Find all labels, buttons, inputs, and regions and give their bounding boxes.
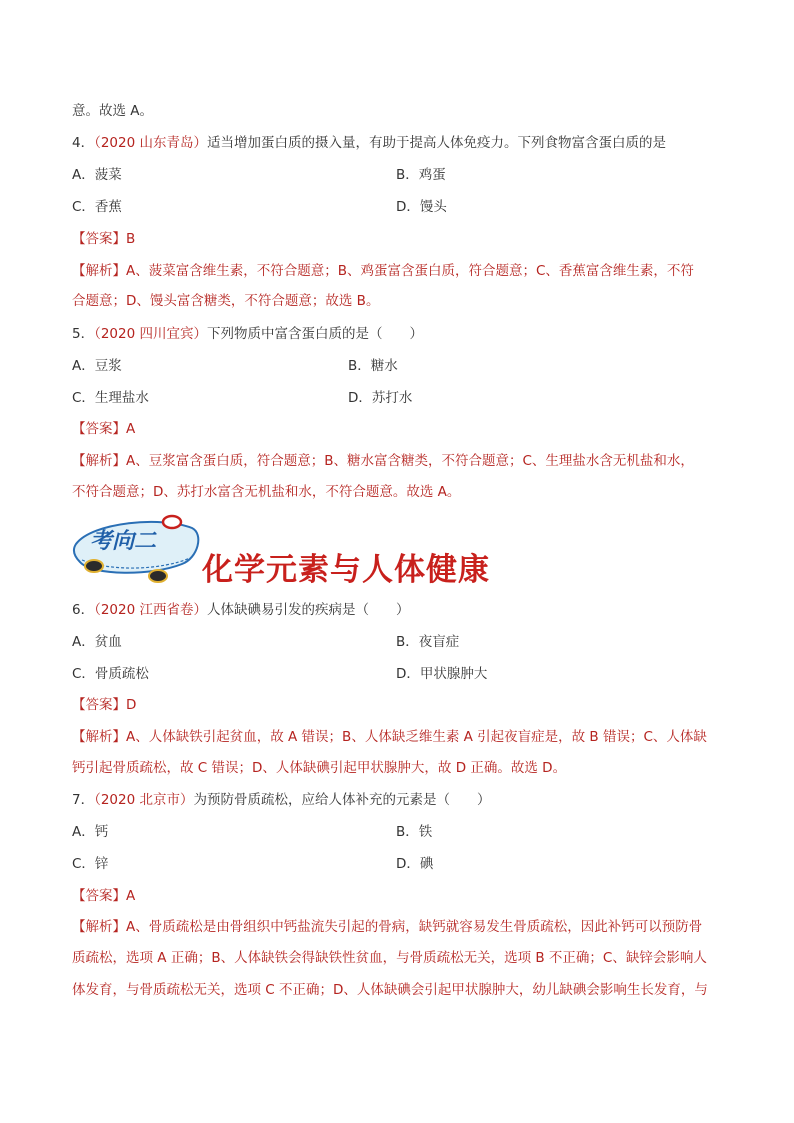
analysis-line: 钙引起骨质疏松，故 C 错误；D、人体缺碘引起甲状腺肿大，故 D 正确。故选 D。: [72, 760, 567, 776]
section-badge: 考向二: [90, 528, 157, 554]
question-4: [72, 133, 666, 153]
answer-value: A: [126, 888, 136, 904]
analysis-line: [72, 727, 707, 747]
analysis-line: 合题意；D、馒头富含糖类，不符合题意；故选 B。: [72, 293, 380, 309]
question-source: （2020 北京市）: [94, 792, 194, 808]
option-d: D．甲状腺肿大: [396, 666, 488, 682]
analysis-text: A、人体缺铁引起贫血，故 A 错误；B、人体缺乏维生素 A 引起夜盲症是，故 B 错误；C、人体缺: [126, 729, 707, 745]
question-source: （2020 四川宜宾）: [94, 326, 207, 342]
option-b: B．铁: [396, 824, 433, 840]
question-5: [72, 324, 423, 344]
option-b: B．糖水: [348, 358, 398, 374]
answer-tag: 【答案】: [72, 888, 126, 904]
option-b: B．鸡蛋: [396, 167, 446, 183]
analysis-tag: 【解析】: [72, 453, 126, 469]
analysis-text: A、豆浆富含蛋白质，符合题意；B、糖水富含糖类，不符合题意；C、生理盐水含无机盐和水，: [126, 453, 694, 469]
analysis-text: A、骨质疏松是由骨组织中钙盐流失引起的骨病，缺钙就容易发生骨质疏松，因此补钙可以预防骨: [126, 919, 703, 935]
section-title: 化学元素与人体健康: [202, 552, 490, 588]
option-d: D．碘: [396, 856, 434, 872]
text-line: [72, 101, 153, 121]
answer-tag: 【答案】: [72, 231, 126, 247]
question-text: 下列物质中富含蛋白质的是（ ）: [207, 326, 423, 342]
option-d: D．苏打水: [348, 390, 413, 406]
decor-dot-icon: [85, 560, 103, 572]
question-7: [72, 790, 491, 810]
answer-tag: 【答案】: [72, 697, 126, 713]
analysis-line: [72, 261, 694, 281]
analysis-line: 质疏松，选项 A 正确；B、人体缺铁会得缺铁性贫血，与骨质疏松无关，选项 B 不正确；C、缺锌会影响人: [72, 950, 707, 966]
analysis-line: 体发育，与骨质疏松无关，选项 C 不正确；D、人体缺碘会引起甲状腺肿大，幼儿缺碘会影响生长发育，与: [72, 982, 708, 998]
option-c: C．生理盐水: [72, 390, 149, 406]
option-c: C．骨质疏松: [72, 666, 149, 682]
decor-dot-icon: [149, 570, 167, 582]
answer-value: B: [126, 231, 136, 247]
analysis-tag: 【解析】: [72, 729, 126, 745]
answer-line: [72, 695, 136, 715]
analysis-line: [72, 451, 694, 471]
answer-value: D: [126, 697, 137, 713]
analysis-text: A、菠菜富含维生素，不符合题意；B、鸡蛋富含蛋白质，符合题意；C、香蕉富含维生素，不符: [126, 263, 694, 279]
option-a: A．贫血: [72, 634, 122, 650]
question-number: 5．: [72, 326, 95, 342]
option-d: D．馒头: [396, 199, 447, 215]
option-a: A．菠菜: [72, 167, 122, 183]
answer-value: A: [126, 421, 136, 437]
decor-ring-icon: [163, 516, 181, 528]
question-text: 人体缺碘易引发的疾病是（ ）: [207, 602, 410, 618]
question-text: 为预防骨质疏松，应给人体补充的元素是（ ）: [193, 792, 491, 808]
option-b: B．夜盲症: [396, 634, 460, 650]
answer-tag: 【答案】: [72, 421, 126, 437]
question-6: [72, 600, 410, 620]
question-source: （2020 山东青岛）: [94, 135, 207, 151]
option-c: C．香蕉: [72, 199, 122, 215]
analysis-tag: 【解析】: [72, 919, 126, 935]
answer-line: [72, 229, 135, 249]
answer-line: [72, 419, 135, 439]
analysis-line: [72, 917, 702, 937]
question-number: 7．: [72, 792, 95, 808]
question-number: 4．: [72, 135, 95, 151]
analysis-tag: 【解析】: [72, 263, 126, 279]
analysis-line: 不符合题意；D、苏打水富含无机盐和水，不符合题意。故选 A。: [72, 484, 461, 500]
option-c: C．锌: [72, 856, 109, 872]
answer-line: [72, 886, 135, 906]
question-text: 适当增加蛋白质的摄入量，有助于提高人体免疫力。下列食物富含蛋白质的是: [207, 135, 666, 151]
text-span: 意。故选 A。: [72, 103, 154, 119]
question-source: （2020 江西省卷）: [94, 602, 207, 618]
question-number: 6．: [72, 602, 95, 618]
option-a: A．豆浆: [72, 358, 122, 374]
option-a: A．钙: [72, 824, 109, 840]
